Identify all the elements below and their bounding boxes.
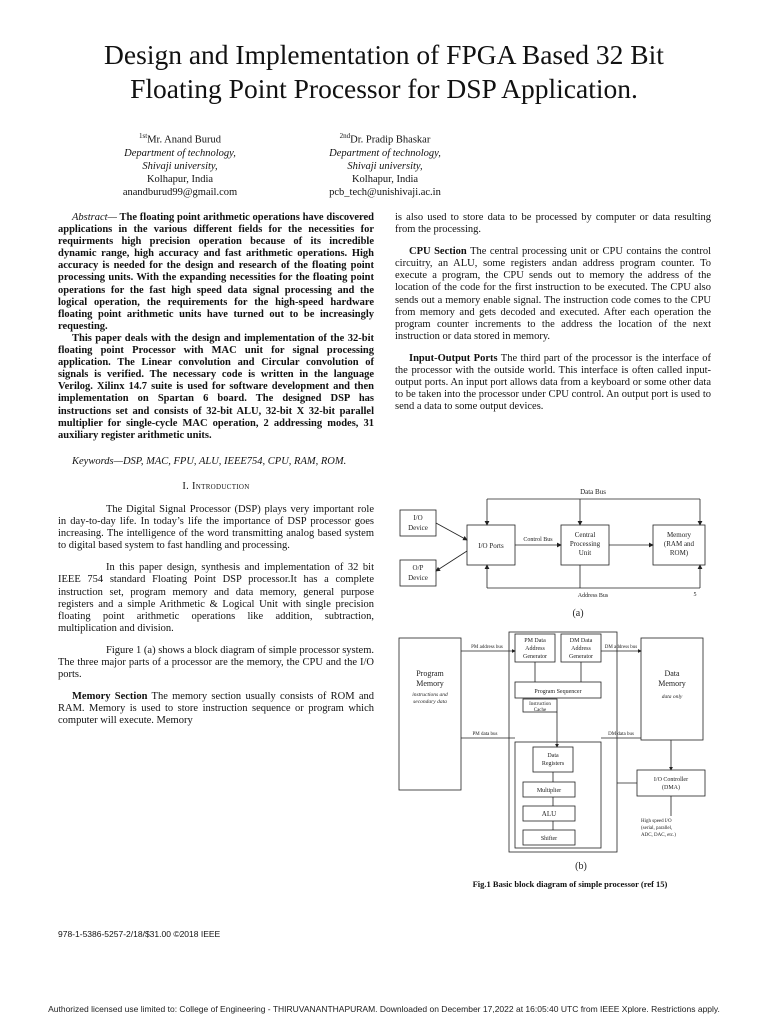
intro-paragraph-1: The Digital Signal Processor (DSP) plays very important role in day-to-day life. In today’s life the importance of DSP processor goes increasing. The intelligence of the word transmitting analog based system to digital based system to fast handling and processing. <box>58 503 374 552</box>
figure-b-label: (b) <box>575 861 587 872</box>
cpu-section-text: The central processing unit or CPU contains the control circuitry, an ALU, some registers andan address program counter. To execute a program, the CPU sends out to memory the address of the location of the code for the first instruction to be executed. The CPU also sends out a memory enable signal. The instruction code comes to the CPU from memory and gets decoded and executed. After each operation the program counter increments to the address the location of the next instruction or data stored in memory. <box>395 246 712 342</box>
alu-label: ALU <box>541 810 557 818</box>
abstract-lead: Abstract— <box>72 212 117 223</box>
data-bus-label: Data Bus <box>580 488 606 496</box>
program-memory-box <box>399 638 461 790</box>
author-1-univ: Shivaji university, <box>142 160 218 172</box>
memory-label-3: ROM) <box>669 549 689 557</box>
author-2-email[interactable]: pcb_tech@unishivaji.ac.in <box>329 187 441 199</box>
copyright-line: 978-1-5386-5257-2/18/$31.00 ©2018 IEEE <box>58 929 221 939</box>
op-device-label-2: Device <box>408 574 428 582</box>
keywords: Keywords—DSP, MAC, FPU, ALU, IEEE754, CPU, RAM, ROM. <box>72 455 347 467</box>
title-line-2: Floating Point Processor for DSP Application. <box>130 73 638 104</box>
memory-section-paragraph <box>58 691 374 727</box>
pm-address-bus-label: PM address bus <box>471 645 503 650</box>
op-device-label-1: O/P <box>412 564 424 572</box>
io-controller-label-2: (DMA) <box>662 785 680 791</box>
memory-label-1: Memory <box>666 531 692 539</box>
intro-paragraph-3: Figure 1 (a) shows a block diagram of simple processor system. The three major parts of a processor are the memory, the CPU and the I/O ports. <box>58 644 374 681</box>
author-2-order: 2nd <box>339 132 351 140</box>
io-controller-label-1: I/O Controller <box>653 777 689 783</box>
cache-label-2: Cache <box>533 708 547 713</box>
author-1-email[interactable]: anandburud99@gmail.com <box>122 187 238 199</box>
io-ports-label: I/O Ports <box>478 542 504 550</box>
data-registers-label-2: Registers <box>541 761 565 767</box>
pm-gen-label-1: PM Data <box>524 638 546 644</box>
left-column <box>58 212 374 727</box>
io-device-label-1: I/O <box>413 514 423 522</box>
dm-gen-label-3: Generator <box>569 654 593 660</box>
pm-gen-label-2: Address <box>525 646 545 652</box>
figure-b-block-diagram <box>397 630 733 875</box>
program-memory-note-1: instructions and <box>412 692 448 698</box>
io-controller-box <box>637 770 705 796</box>
author-1-dept: Department of technology, <box>124 147 236 159</box>
right-column <box>395 212 711 413</box>
data-memory-label-2: Memory <box>658 679 686 688</box>
shifter-label: Shifter <box>540 836 558 842</box>
data-memory-box <box>641 638 703 740</box>
pm-data-bus-label: PM data bus <box>472 732 498 737</box>
right-paragraph-continued: is also used to store data to be processed by computer or data resulting from the processing. <box>395 212 711 236</box>
pm-gen-label-3: Generator <box>523 654 547 660</box>
cpu-label-1: Central <box>574 531 596 539</box>
cpu-label-2: Processing <box>569 540 601 548</box>
data-memory-note: data only <box>661 694 683 700</box>
section-heading-introduction: I. Introduction <box>182 480 250 492</box>
cache-label-1: Instruction <box>529 702 551 707</box>
author-1 <box>70 130 290 200</box>
dm-gen-label-2: Address <box>571 646 591 652</box>
figure-a-label: (a) <box>572 608 584 619</box>
author-1-name: Mr. Anand Burud <box>147 134 221 146</box>
memory-label-2: (RAM and <box>663 540 695 548</box>
program-memory-label-1: Program <box>416 669 444 678</box>
data-registers-label-1: Data <box>547 753 559 759</box>
figure-a-page-number: 5 <box>693 592 697 598</box>
hs-io-label-3: ADC, DAC, etc.) <box>641 833 676 838</box>
abstract-paragraph-1 <box>58 212 374 333</box>
hs-io-label-2: (serial, parallel, <box>641 826 673 831</box>
author-2 <box>275 130 495 200</box>
io-device-label-2: Device <box>408 524 428 532</box>
program-memory-note-2: secondary data <box>413 699 447 705</box>
abstract-text-1: The floating point arithmetic operations have discovered applications in the various different fields for the necessities for requirments high precision operation because of its incredible dynamic range, high accuracy and fast arithmetic operations. High accuracy is needed for the design and research of the floating point processing units. With the expanding necessities for the floating point operations for the fast high speed data signal processing and the logical operation, the requirements for the high-speed hardware floating point arithmetic units have turned out to be increasingly requesting. <box>58 212 374 332</box>
sequencer-label: Program Sequencer <box>534 689 582 695</box>
cpu-section-paragraph <box>395 246 711 343</box>
memory-section-heading: Memory Section <box>72 691 148 703</box>
data-registers-box <box>533 747 573 772</box>
author-1-place: Kolhapur, India <box>146 174 214 186</box>
dm-gen-label-1: DM Data <box>569 638 593 644</box>
intro-paragraph-2: In this paper design, synthesis and implementation of 32 bit IEEE 754 standard Floating Point DSP processor.It has a complete instruction set, program memory and data memory, general purpose registers and a simple Arithmetic & Logical Unit with single precision floating point arithmetic operations like addition, subtraction, multiplication and division. <box>58 562 374 634</box>
figure-caption: Fig.1 Basic block diagram of simple processor (ref 15) <box>472 879 668 889</box>
program-memory-label-2: Memory <box>416 679 444 688</box>
author-1-order: 1st <box>139 132 148 140</box>
figure-a-block-diagram <box>395 485 725 620</box>
title-line-1: Design and Implementation of FPGA Based 32 Bit <box>104 39 664 70</box>
cpu-section-heading: CPU Section <box>409 246 467 258</box>
memory-section-text: The memory section usually consists of ROM and RAM. Memory is used to store instruction sequence or program which computer will execute. Memory <box>58 691 374 727</box>
paper-title <box>40 38 728 106</box>
control-bus-label: Control Bus <box>523 537 553 543</box>
abstract-paragraph-2: This paper deals with the design and implementation of the 32-bit floating point Processor with MAC unit for signal processing application. The Linear convolution and Circular convolution of signals is verified. The necessary code is written in the language Verilog. Xilinx 14.7 suite is used for software development and then implementation on Spartan 6 board. The designed DSP has instructions set and consists of 32-bit ALU, 32-bit X 32-bit parallel multiplier for single-cycle MAC operation, 2 addressing modes, 31 auxiliary register arithmetic units. <box>58 332 374 441</box>
author-2-dept: Department of technology, <box>329 147 441 159</box>
author-2-place: Kolhapur, India <box>351 174 419 186</box>
cpu-label-3: Unit <box>578 549 592 557</box>
author-2-univ: Shivaji university, <box>347 160 423 172</box>
multiplier-label: Multiplier <box>536 788 562 794</box>
dm-data-bus-label: DM data bus <box>608 732 634 737</box>
author-2-name: Dr. Pradip Bhaskar <box>350 134 431 146</box>
hs-io-label-1: High speed I/O <box>641 819 672 824</box>
license-footer: Authorized licensed use limited to: College of Engineering - THIRUVANANTHAPURAM. Downloaded on December 17,2022 at 16:05:40 UTC from IEEE Xplore. Restrictions apply. <box>48 1004 720 1014</box>
dm-address-bus-label: DM address bus <box>604 645 638 650</box>
address-bus-label: Address Bus <box>577 593 609 599</box>
data-memory-label-1: Data <box>664 669 680 678</box>
io-section-heading: Input-Output Ports <box>409 352 498 364</box>
io-section-paragraph <box>395 353 711 413</box>
io-section-text: The third part of the processor is the interface of the processor with the outside world. This interface is often called input-output ports. An input port allows data from a keyboard or some other data to be taken into the processor under CPU control. An output port is used to send a data to some output devices. <box>395 352 711 413</box>
